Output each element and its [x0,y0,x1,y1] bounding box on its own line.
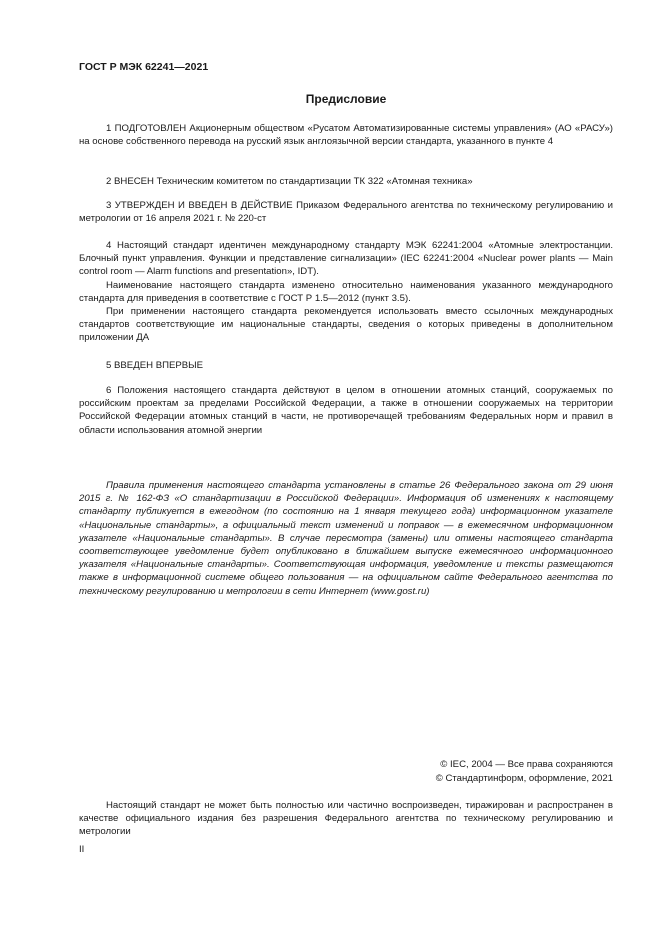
section-1-text: 1 ПОДГОТОВЛЕН Акционерным обществом «Русатом Автоматизированные системы управления» (АО «РАСУ») на основе собственного перевода на русский язык англоязычной версии стандарта, указанного в пункте 4 [79,123,613,148]
reproduction-notice-text: Настоящий стандарт не может быть полностью или частично воспроизведен, тиражирован и распространен в качестве официального издания без разрешения Федерального агентства по техническому регулированию и метрологии [79,800,613,838]
section-1 [79,122,613,148]
section-3 [79,199,613,225]
reproduction-notice [79,799,613,839]
page-title: Предисловие [305,92,387,106]
section-2 [79,175,613,188]
section-6-text: 6 Положения настоящего стандарта действуют в целом в отношении атомных станций, сооружаемых по российским проектам за пределами Российской Федерации, а также в отношении сооружаемых на территории Российской Федерации атомных станций в части, не противоречащей требованиям Федеральных норм и правил в области использования атомной энергии [79,385,613,436]
copyright-iec: © IEC, 2004 — Все права сохраняются [440,759,613,770]
section-5 [79,359,613,372]
section-4-paragraph-2: Наименование настоящего стандарта изменено относительно наименования указанного международного стандарта для приведения в соответствие с ГОСТ Р 1.5—2012 (пункт 3.5). [79,279,613,304]
standard-notice [79,479,613,598]
section-4-paragraph-1: 4 Настоящий стандарт идентичен международному стандарту МЭК 62241:2004 «Атомные электростанции. Блочный пункт управления. Функции и представление сигнализации» (IEC 62241:2004 «Nuclear power plants — Main control room — Alarm functions and presentation», IDT). [79,240,613,278]
section-3-text: 3 УТВЕРЖДЕН И ВВЕДЕН В ДЕЙСТВИЕ Приказом Федерального агентства по техническому регулированию и метрологии от 16 апреля 2021 г. № 220-ст [79,200,613,225]
standard-notice-text: Правила применения настоящего стандарта установлены в статье 26 Федерального закона от 29 июня 2015 г. № 162-ФЗ «О стандартизации в Российской Федерации». Информация об изменениях к настоящему стандарту публикуется в ежегодном (по состоянию на 1 января текущего года) информационном указателе «Национальные стандарты», а официальный текст изменений и поправок — в ежемесячном информационном указателе «Национальные стандарты». В случае пересмотра (замены) или отмены настоящего стандарта соответствующее уведомление будет опубликовано в ближайшем выпуске ежемесячного информационного указателя «Национальные стандарты». Соответствующая информация, уведомление и тексты размещаются также в информационной системе общего пользования — на официальном сайте Федерального агентства по техническому регулированию и метрологии в сети Интернет (www.gost.ru) [79,480,613,597]
section-5-text: 5 ВВЕДЕН ВПЕРВЫЕ [106,360,204,371]
copyright-standartinform: © Стандартинформ, оформление, 2021 [435,773,613,784]
document-code: ГОСТ Р МЭК 62241—2021 [79,61,209,73]
page-number: II [79,844,85,855]
section-2-text: 2 ВНЕСЕН Техническим комитетом по стандартизации ТК 322 «Атомная техника» [106,176,473,187]
section-4-paragraph-3: При применении настоящего стандарта рекомендуется использовать вместо ссылочных международных стандартов соответствующие им национальные стандарты, сведения о которых приведены в дополнительном приложении ДА [79,306,613,344]
section-4 [79,239,613,345]
section-6 [79,384,613,437]
